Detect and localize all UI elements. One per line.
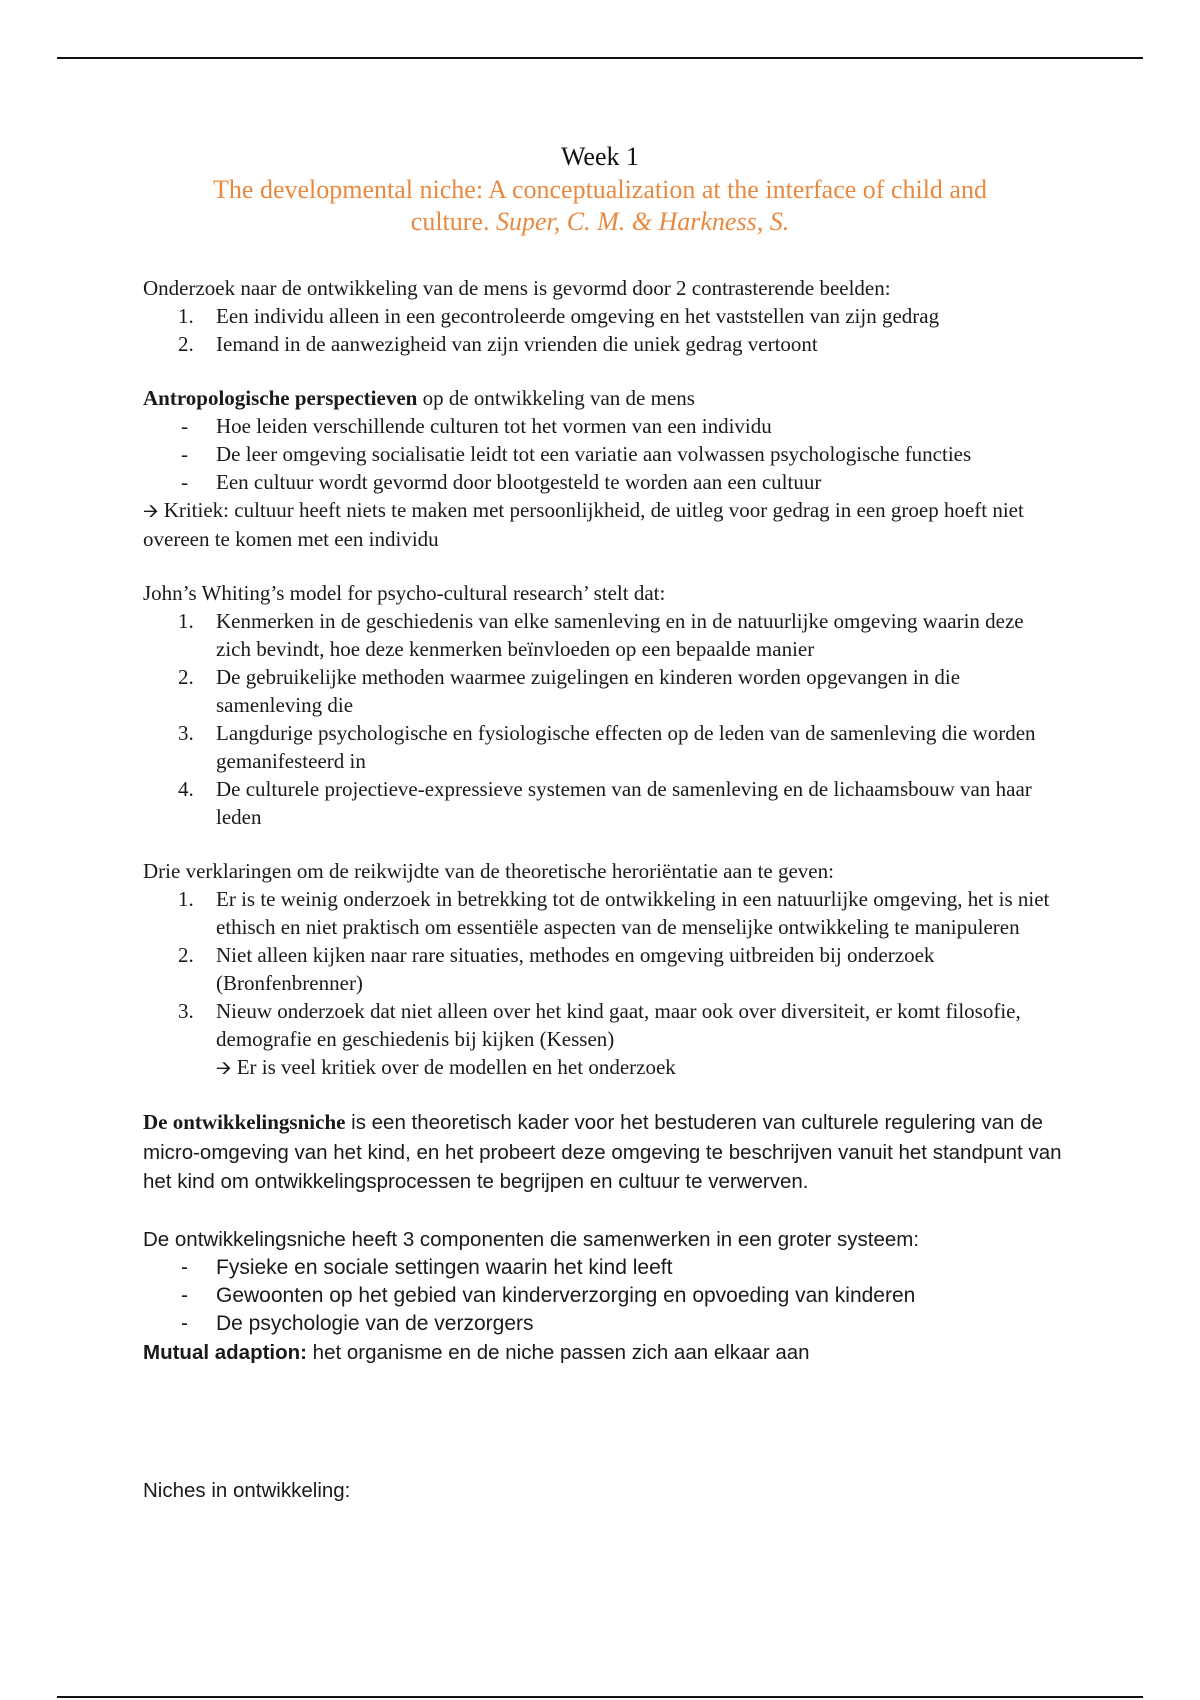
list-item bbox=[143, 412, 1063, 440]
list-text: De culturele projectieve-expressieve systemen van de samenleving en de lichaamsbouw van haar leden bbox=[216, 777, 1032, 829]
s4-intro: Drie verklaringen om de reikwijdte van de theoretische heroriëntatie aan te geven: bbox=[143, 859, 834, 883]
s6-intro: De ontwikkelingsniche heeft 3 componenten die samenwerken in een groter systeem: bbox=[143, 1227, 920, 1251]
list-item bbox=[143, 1282, 1063, 1310]
s1-list bbox=[143, 302, 1063, 358]
bottom-rule bbox=[57, 1696, 1143, 1698]
s4-note: Er is veel kritiek over de modellen en het onderzoek bbox=[231, 1055, 676, 1079]
arrow-icon: 🡪 bbox=[216, 1057, 232, 1079]
list-item bbox=[143, 941, 1063, 997]
list-item bbox=[143, 468, 1063, 496]
dash-bullet: - bbox=[181, 1256, 188, 1279]
list-text: Een cultuur wordt gevormd door blootgesteld te worden aan een cultuur bbox=[216, 470, 822, 494]
list-text: Hoe leiden verschillende culturen tot het vormen van een individu bbox=[216, 414, 772, 438]
list-number: 2. bbox=[178, 943, 194, 967]
list-number: 2. bbox=[178, 332, 194, 356]
dash-bullet: - bbox=[181, 470, 188, 494]
dash-bullet: - bbox=[181, 1284, 188, 1307]
list-number: 2. bbox=[178, 665, 194, 689]
paper-authors: Super, C. M. & Harkness, S. bbox=[495, 207, 790, 236]
document-body bbox=[143, 274, 1063, 1505]
list-item bbox=[143, 330, 1063, 358]
s4-list bbox=[143, 885, 1063, 1082]
list-text: Iemand in de aanwezigheid van zijn vrienden die uniek gedrag vertoont bbox=[216, 332, 818, 356]
list-text: Kenmerken in de geschiedenis van elke samenleving en in de natuurlijke omgeving waarin deze zich bevindt, hoe deze kenmerken beïnvloeden op een bepaalde manier bbox=[216, 609, 1024, 661]
list-text: Niet alleen kijken naar rare situaties, methodes en omgeving uitbreiden bij onderzoek (Bronfenbrenner) bbox=[216, 943, 935, 995]
s6-bold-term: Mutual adaption: bbox=[143, 1341, 307, 1364]
s3-list bbox=[143, 607, 1063, 831]
list-item bbox=[143, 997, 1063, 1082]
s3-intro: John’s Whiting’s model for psycho-cultural research’ stelt dat: bbox=[143, 581, 666, 605]
s6-list bbox=[143, 1254, 1063, 1338]
list-text: Fysieke en sociale settingen waarin het kind leeft bbox=[216, 1256, 673, 1279]
s6-mutual-text: het organisme en de niche passen zich aan elkaar aan bbox=[306, 1341, 810, 1364]
paper-title-line2: culture. bbox=[410, 207, 496, 236]
list-number: 3. bbox=[178, 999, 194, 1023]
list-text: Langdurige psychologische en fysiologische effecten op de leden van de samenleving die worden gemanifesteerd in bbox=[216, 721, 1036, 773]
s5-bold-term: De ontwikkelingsniche bbox=[143, 1110, 346, 1134]
s5-definition-text: is een theoretisch kader voor het bestuderen van culturele regulering van de micro-omgeving van het kind, en het probeert deze omgeving te beschrijven vanuit het standpunt van het kind om ontwikkelingsprocessen te begrijpen en cultuur te verwerven. bbox=[143, 1111, 1062, 1193]
s5-definition bbox=[143, 1108, 1063, 1197]
list-number: 1. bbox=[178, 609, 194, 633]
list-text: Nieuw onderzoek dat niet alleen over het kind gaat, maar ook over diversiteit, er komt filosofie, demografie en geschiedenis bij kijken (Kessen) bbox=[216, 999, 1021, 1051]
s2-bold-term: Antropologische perspectieven bbox=[143, 386, 418, 410]
list-item bbox=[143, 1254, 1063, 1282]
paper-title bbox=[120, 174, 1080, 238]
list-item bbox=[143, 719, 1063, 775]
s2-list bbox=[143, 412, 1063, 496]
list-item bbox=[143, 440, 1063, 468]
list-number: 3. bbox=[178, 721, 194, 745]
dash-bullet: - bbox=[181, 1312, 188, 1335]
dash-bullet: - bbox=[181, 414, 188, 438]
list-text: Een individu alleen in een gecontroleerde omgeving en het vaststellen van zijn gedrag bbox=[216, 304, 940, 328]
s2-critique-text: Kritiek: cultuur heeft niets te maken met persoonlijkheid, de uitleg voor gedrag in een groep hoeft niet overeen te komen met een individu bbox=[143, 498, 1024, 551]
list-text: De leer omgeving socialisatie leidt tot een variatie aan volwassen psychologische functies bbox=[216, 442, 972, 466]
s6-mutual bbox=[143, 1338, 1063, 1368]
dash-bullet: - bbox=[181, 442, 188, 466]
arrow-icon: 🡪 bbox=[143, 500, 159, 522]
list-text: Er is te weinig onderzoek in betrekking tot de ontwikkeling in een natuurlijke omgeving, het is niet ethisch en niet praktisch om essentiële aspecten van de menselijke ontwikkeling te manipuleren bbox=[216, 887, 1050, 939]
list-text: Gewoonten op het gebied van kinderverzorging en opvoeding van kinderen bbox=[216, 1284, 916, 1307]
s2-heading bbox=[143, 384, 1063, 412]
top-rule bbox=[57, 57, 1143, 59]
list-item bbox=[143, 607, 1063, 663]
list-number: 1. bbox=[178, 887, 194, 911]
s2-heading-rest: op de ontwikkeling van de mens bbox=[417, 386, 695, 410]
list-item bbox=[143, 302, 1063, 330]
list-item bbox=[143, 663, 1063, 719]
list-text: De gebruikelijke methoden waarmee zuigelingen en kinderen worden opgevangen in die samenleving die bbox=[216, 665, 961, 717]
list-number: 1. bbox=[178, 304, 194, 328]
s1-intro: Onderzoek naar de ontwikkeling van de mens is gevormd door 2 contrasterende beelden: bbox=[143, 276, 891, 300]
s7-heading: Niches in ontwikkeling: bbox=[143, 1478, 351, 1502]
list-number: 4. bbox=[178, 777, 194, 801]
list-text: De psychologie van de verzorgers bbox=[216, 1312, 534, 1335]
week-heading: Week 1 bbox=[560, 142, 640, 171]
list-item bbox=[143, 885, 1063, 941]
title-block bbox=[120, 140, 1080, 238]
list-item bbox=[143, 1310, 1063, 1338]
list-item bbox=[143, 775, 1063, 831]
paper-title-line1: The developmental niche: A conceptualization at the interface of child and bbox=[213, 175, 987, 204]
s2-critique bbox=[143, 496, 1063, 553]
